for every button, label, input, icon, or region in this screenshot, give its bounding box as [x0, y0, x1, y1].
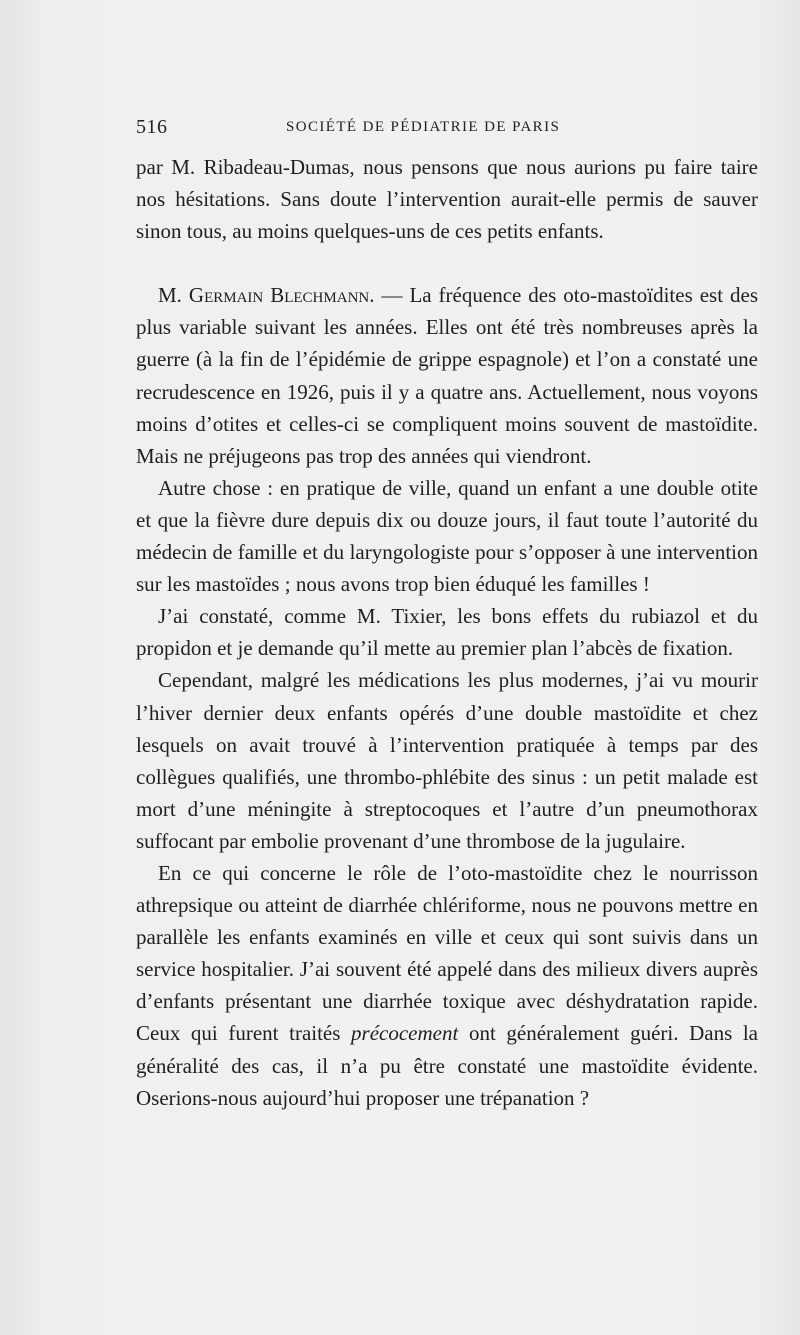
speaker-text: — La fréquence des oto-mastoïdites est des plus variable suivant les années. Elles ont été très nombreuses après la guerre (à la fin de l’épidémie de grippe espagnole) et l’on a constaté une recrudescence en 1926, puis il y a quatre ans. Actuellement, nous voyons moins d’otites et celles-ci se compliquent moins souvent de mastoïdite. Mais ne préjugeons pas trop des années qui viendront. — [136, 283, 759, 468]
page-header — [136, 116, 758, 140]
speaker-title: M. — [158, 283, 182, 308]
paragraph: Autre chose : en pratique de ville, quand un enfant a une double otite et que la fièvre dure depuis dix ou douze jours, il faut toute l’autorité du médecin de famille et du laryngologiste pour s’opposer à une intervention sur les mastoïdes ; nous avons trop bien éduqué les familles ! — [136, 475, 758, 597]
paragraph — [136, 857, 758, 1114]
speaker-name: Germain Blechmann. — [188, 283, 375, 308]
page-number: 516 — [136, 116, 168, 138]
paragraph-continuation: par M. Ribadeau-Dumas, nous pensons que nous aurions pu faire taire nos hésitations. Sans doute l’intervention aurait-elle permis de sauver sinon tous, au moins quelques-uns de ces petits enfants. — [136, 155, 758, 244]
emphasized-word: précocement — [351, 1021, 459, 1046]
paragraph: J’ai constaté, comme M. Tixier, les bons effets du rubiazol et du propidon et je demande qu’il mette au premier plan l’abcès de fixation. — [136, 604, 758, 661]
paragraph: Cependant, malgré les médications les plus modernes, j’ai vu mourir l’hiver dernier deux enfants opérés d’une double mastoïdite et chez lesquels on avait trouvé à l’intervention pratiquée à temps par des collègues qualifiés, une thrombo-phlébite des sinus : un petit malade est mort d’une méningite à streptocoques et l’autre d’un pneumothorax suffocant par embolie provenant d’une thrombose de la jugulaire. — [136, 668, 758, 853]
paragraph-text: ont généralement guéri. Dans la généralité des cas, il n’a pu être constaté une mastoïdite évidente. Oserions-nous aujourd’hui proposer une trépanation ? — [136, 1021, 759, 1110]
running-head: SOCIÉTÉ DE PÉDIATRIE DE PARIS — [286, 119, 561, 135]
body-text — [136, 151, 758, 1114]
paragraph-text: En ce qui concerne le rôle de l’oto-mastoïdite chez le nourrisson athrepsique ou atteint de diarrhée chlériforme, nous ne pouvons mettre en parallèle les enfants examinés en ville et ceux qui sont suivis dans un service hospitalier. J’ai souvent été appelé dans des milieux divers auprès d’enfants présentant une diarrhée toxique avec déshydratation rapide. Ceux qui furent traités — [136, 860, 758, 1046]
paragraph-speaker — [136, 279, 758, 472]
